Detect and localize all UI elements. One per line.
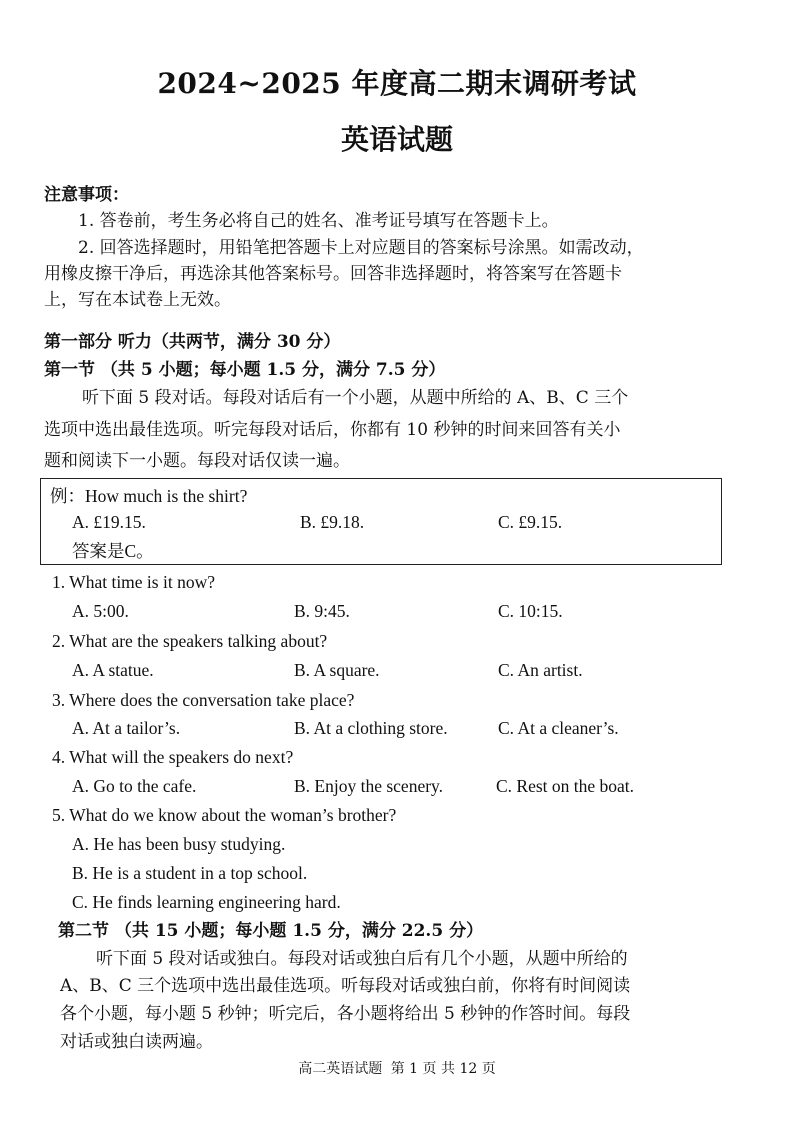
question-3-option-b: B. At a clothing store. — [294, 718, 448, 738]
example-option-c: C. £9.15. — [498, 512, 563, 532]
question-2-option-b: B. A square. — [294, 660, 380, 680]
section2-intro-line-2: A、B、C 三个选项中选出最佳选项。听每段对话或独白前，你将有时间阅读 — [60, 976, 631, 996]
question-2-option-a: A. A statue. — [72, 660, 154, 680]
section1-heading: 第一节 （共 5 小题；每小题 1.5 分，满分 7.5 分） — [44, 360, 446, 380]
exam-title: 2024~2025 年度高二期末调研考试 — [157, 67, 637, 100]
section2-intro-line-4: 对话或独白读两遍。 — [60, 1032, 213, 1052]
question-4-option-a: A. Go to the cafe. — [72, 776, 197, 796]
footer-exam-name: 高二英语试题 — [298, 1061, 383, 1077]
example-answer: 答案是C。 — [72, 541, 154, 561]
question-3-stem: 3. Where does the conversation take place? — [52, 690, 355, 710]
question-3-option-a: A. At a tailor’s. — [72, 718, 181, 738]
notice-item-2-line-2: 用橡皮擦干净后，再选涂其他答案标号。回答非选择题时，将答案写在答题卡 — [44, 264, 622, 284]
section2-intro-line-1: 听下面 5 段对话或独白。每段对话或独白后有几个小题，从题中所给的 — [96, 949, 628, 969]
question-1-stem: 1. What time is it now? — [52, 572, 215, 592]
question-5-option-a: A. He has been busy studying. — [72, 834, 286, 854]
section1-intro-line-2: 选项中选出最佳选项。听完每段对话后，你都有 10 秒钟的时间来回答有关小 — [44, 420, 621, 440]
question-5-option-c: C. He finds learning engineering hard. — [72, 892, 341, 912]
question-2-stem: 2. What are the speakers talking about? — [52, 631, 328, 651]
question-5-stem: 5. What do we know about the woman’s brother? — [52, 805, 397, 825]
section2-intro-line-3: 各个小题，每小题 5 秒钟；听完后，各小题将给出 5 秒钟的作答时间。每段 — [60, 1004, 631, 1024]
question-3-option-c: C. At a cleaner’s. — [498, 718, 619, 738]
question-2-option-c: C. An artist. — [498, 660, 583, 680]
footer-page-number: 第 1 页 共 12 页 — [390, 1061, 496, 1077]
example-option-a: A. £19.15. — [72, 512, 146, 532]
example-question: 例：How much is the shirt? — [50, 486, 248, 506]
notice-item-2-line-1: 2. 回答选择题时，用铅笔把答题卡上对应题目的答案标号涂黑。如需改动， — [78, 238, 644, 258]
question-1-option-a: A. 5:00. — [72, 601, 129, 621]
question-4-option-c: C. Rest on the boat. — [496, 776, 635, 796]
question-1-option-b: B. 9:45. — [294, 601, 350, 621]
part1-heading: 第一部分 听力（共两节，满分 30 分） — [44, 332, 341, 352]
example-option-b: B. £9.18. — [300, 512, 365, 532]
question-1-option-c: C. 10:15. — [498, 601, 563, 621]
question-5-option-b: B. He is a student in a top school. — [72, 863, 308, 883]
notice-item-1: 1. 答卷前，考生务必将自己的姓名、准考证号填写在答题卡上。 — [78, 211, 559, 231]
notice-item-2-line-3: 上，写在本试卷上无效。 — [44, 290, 231, 310]
section1-intro-line-1: 听下面 5 段对话。每段对话后有一个小题，从题中所给的 A、B、C 三个 — [82, 388, 629, 408]
page-footer — [0, 1058, 794, 1078]
question-4-option-b: B. Enjoy the scenery. — [294, 776, 444, 796]
question-4-stem: 4. What will the speakers do next? — [52, 747, 294, 767]
notice-heading: 注意事项： — [44, 185, 129, 205]
section1-intro-line-3: 题和阅读下一小题。每段对话仅读一遍。 — [44, 451, 350, 471]
exam-subtitle: 英语试题 — [340, 123, 453, 156]
section2-heading: 第二节 （共 15 小题；每小题 1.5 分，满分 22.5 分） — [58, 921, 484, 941]
